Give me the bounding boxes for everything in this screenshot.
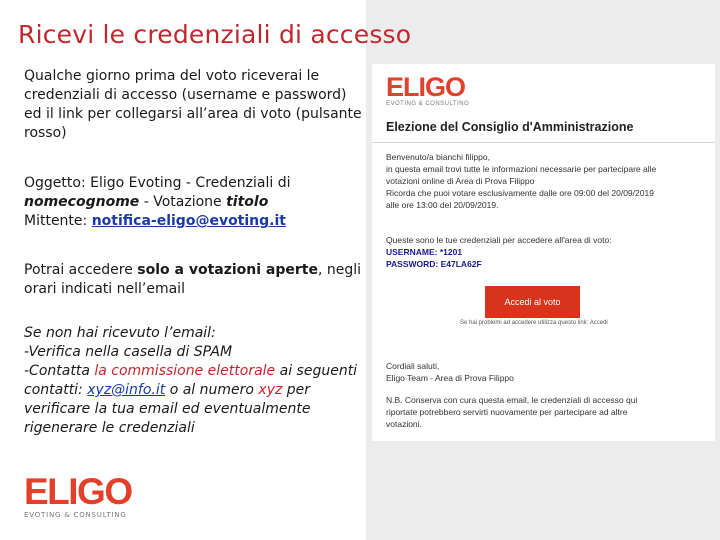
nb-line-3: votazioni.	[386, 419, 422, 429]
email-line-3: Ricorda che puoi votare esclusivamente dalle ore 09:00 del 20/09/2019	[386, 188, 654, 198]
help-line-4: ai seguenti contatti:	[24, 363, 358, 398]
help-number: xyz	[258, 382, 283, 398]
email-line-1: in questa email trovi tutte le informazioni necessarie per partecipare alle	[386, 164, 657, 174]
email-help-link[interactable]: Se hai problemi ad accedere utilizza questo link: Accedi	[460, 320, 608, 326]
sender-email-link[interactable]: notifica-eligo@evoting.it	[91, 213, 286, 229]
email-heading: Elezione del Consiglio d'Amministrazione	[386, 120, 634, 134]
access-text: Potrai accedere	[24, 262, 138, 278]
help-line-5: o al numero	[165, 382, 259, 398]
help-line-6: per verificare la tua email ed eventualmente rigenerare le credenziali	[24, 382, 311, 436]
help-email-link[interactable]: xyz@info.it	[87, 382, 166, 398]
email-logo-tagline: EVOTING & CONSULTING	[386, 101, 470, 107]
email-greeting: Benvenuto/a bianchi filippo,	[386, 152, 490, 162]
email-logo	[386, 74, 469, 107]
password-line: PASSWORD: E47LA62F	[386, 259, 482, 269]
closing-line-2: Eligo Team - Area di Prova Filippo	[386, 373, 514, 383]
logo-word: ELIGO	[24, 471, 132, 512]
email-credentials	[386, 234, 708, 270]
subject-name-placeholder: nomecognome	[24, 194, 140, 210]
eligo-logo	[24, 471, 134, 519]
subject-title-placeholder: titolo	[226, 194, 269, 210]
intro-paragraph: Qualche giorno prima del voto riceverai le credenziali di accesso (username e password) ed il link per collegarsi all’area di voto (pulsante rosso)	[24, 68, 362, 141]
access-paragraph	[24, 261, 364, 299]
subject-paragraph	[24, 174, 364, 231]
email-logo-word: ELIGO	[386, 72, 466, 102]
closing-line-1: Cordiali saluti,	[386, 361, 440, 371]
subject-text-2: - Votazione	[139, 194, 227, 210]
commission-text: la commissione elettorale	[94, 363, 276, 379]
logo-tagline: EVOTING & CONSULTING	[24, 511, 127, 519]
email-preview	[372, 64, 715, 441]
email-line-2: votazioni online di Area di Prova Filippo	[386, 176, 535, 186]
sender-label: Mittente:	[24, 213, 92, 229]
slide-title: Ricevi le credenziali di accesso	[18, 20, 412, 49]
username-line: USERNAME: *1201	[386, 247, 463, 257]
help-line-3: -Contatta	[24, 363, 95, 379]
subject-text: Oggetto: Eligo Evoting - Credenziali di	[24, 175, 291, 191]
creds-intro: Queste sono le tue credenziali per accedere all'area di voto:	[386, 235, 612, 245]
access-vote-button[interactable]: Accedi al voto	[485, 286, 580, 318]
email-divider	[372, 142, 715, 143]
email-closing	[386, 360, 708, 430]
nb-line-1: N.B. Conserva con cura questa email, le credenziali di accesso qui	[386, 395, 638, 405]
help-line-1: Se non hai ricevuto l’email:	[24, 325, 216, 341]
email-body	[386, 151, 708, 211]
access-bold-text: solo a votazioni aperte	[137, 262, 318, 278]
email-line-4: alle ore 13:00 del 20/09/2019.	[386, 200, 499, 210]
nb-line-2: riportate potrebbero servirti nuovamente per partecipare ad altre	[386, 407, 628, 417]
help-paragraph	[24, 324, 369, 438]
access-text-2: , negli orari indicati nell’email	[24, 262, 362, 297]
help-line-2: -Verifica nella casella di SPAM	[24, 344, 233, 360]
